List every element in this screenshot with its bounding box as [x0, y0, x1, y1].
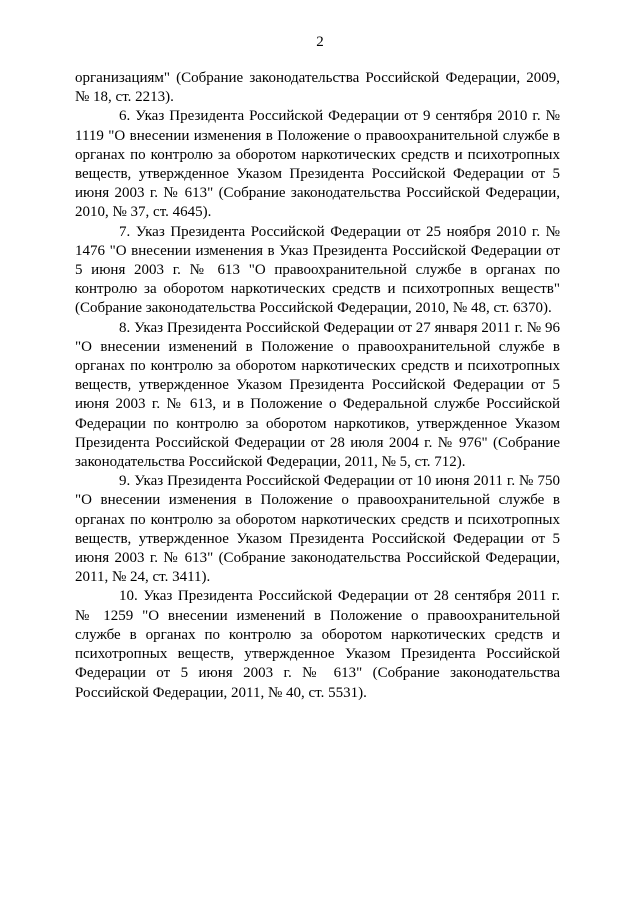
list-item: 10. Указ Президента Российской Федерации от 28 сентября 2011 г. № 1259 "О внесении изменений в Положение о правоохранительной службе в органах по контролю за оборотом наркотических средств и психотропных веществ, утвержденное Указом Президента Российской Федерации от 5 июня 2003 г. № 613" (Собрание законодательства Российской Федерации, 2011, № 40, ст. 5531). — [75, 588, 560, 701]
continuation-paragraph: организациям" (Собрание законодательства Российской Федерации, 2009, № 18, ст. 2213). — [75, 70, 560, 106]
document-body — [75, 69, 560, 703]
list-item: 8. Указ Президента Российской Федерации от 27 января 2011 г. № 96 "О внесении изменений в Положение о правоохранительной службе в органах по контролю за оборотом наркотических средств и психотропных веществ, утвержденное Указом Президента Российской Федерации от 5 июня 2003 г. № 613, и в Положение о Федеральной службе Российской Федерации по контролю за оборотом наркотиков, утвержденное Указом Президента Российской Федерации от 28 июля 2004 г. № 976" (Собрание законодательства Российской Федерации, 2011, № 5, ст. 712). — [75, 319, 560, 471]
list-item: 7. Указ Президента Российской Федерации от 25 ноября 2010 г. № 1476 "О внесении изменения в Указ Президента Российской Федерации от 5 июня 2003 г. № 613 "О правоохранительной службе в органах по контролю за оборотом наркотических средств и психотропных веществ" (Собрание законодательства Российской Федерации, 2010, № 48, ст. 6370). — [75, 223, 560, 317]
page-number: 2 — [316, 34, 324, 50]
list-item: 6. Указ Президента Российской Федерации от 9 сентября 2010 г. № 1119 "О внесении изменения в Положение о правоохранительной службе в органах по контролю за оборотом наркотических средств и психотропных веществ, утвержденное Указом Президента Российской Федерации от 5 июня 2003 г. № 613" (Собрание законодательства Российской Федерации, 2010, № 37, ст. 4645). — [75, 108, 560, 221]
list-item: 9. Указ Президента Российской Федерации от 10 июня 2011 г. № 750 "О внесении изменения в Положение о правоохранительной службе в органах по контролю за оборотом наркотических средств и психотропных веществ, утвержденное Указом Президента Российской Федерации от 5 июня 2003 г. № 613" (Собрание законодательства Российской Федерации, 2011, № 24, ст. 3411). — [75, 473, 560, 586]
